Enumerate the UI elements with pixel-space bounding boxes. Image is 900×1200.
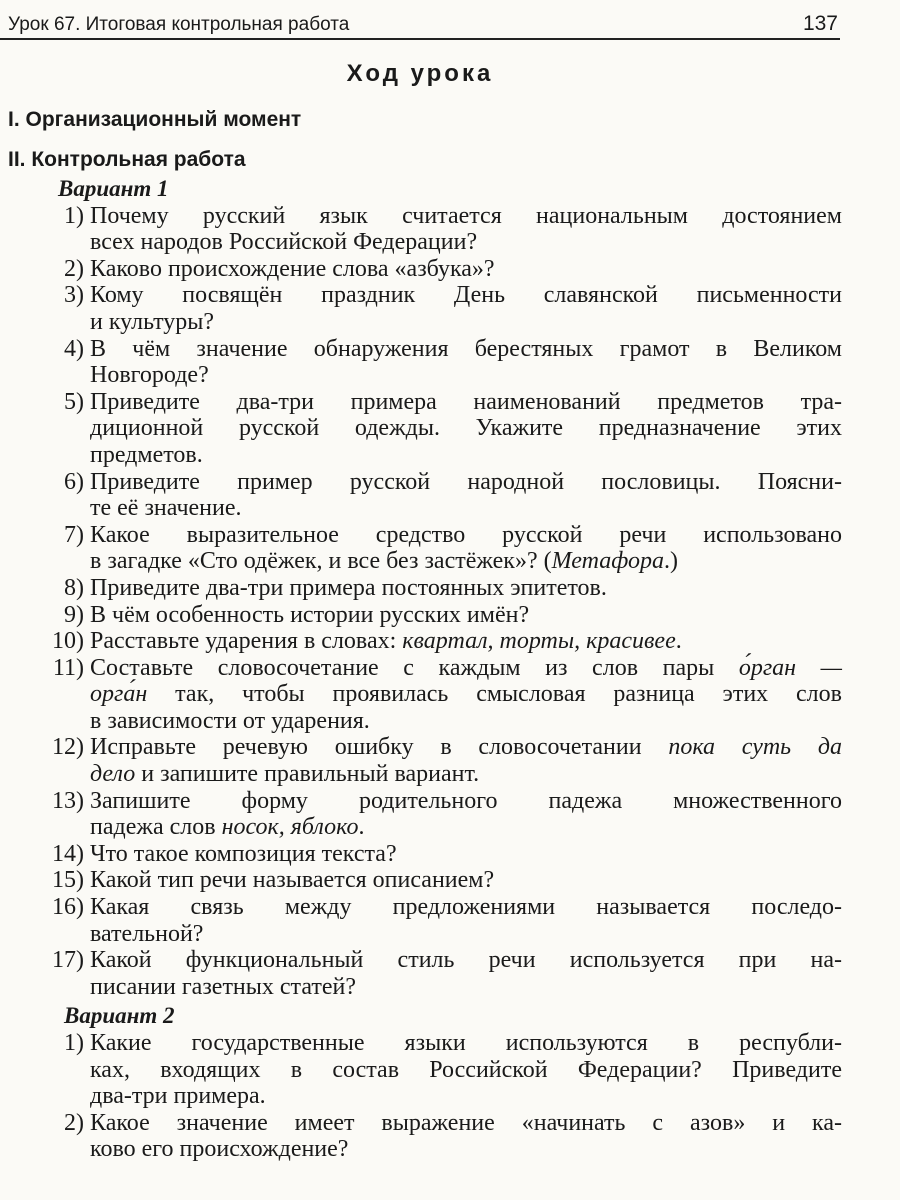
question-line — [90, 788, 842, 815]
question-text: Кому посвящён праздник День славянской письменности — [90, 282, 842, 309]
question-text: Какая связь между предложениями называется последо- — [90, 894, 842, 921]
question-text: два-три примера. — [90, 1083, 266, 1110]
question-number: 14) — [52, 840, 84, 867]
question-text: писании газетных статей? — [90, 973, 357, 1000]
question-line — [90, 894, 842, 921]
question-line — [90, 229, 842, 256]
question-text: и культуры? — [90, 308, 215, 335]
italic-text: орга́н — [90, 681, 148, 708]
question-text: всех народов Российской Федерации? — [90, 229, 478, 256]
question-text: . — [358, 814, 365, 841]
question-line — [90, 362, 842, 389]
question-text: В чём особенность истории русских имён? — [90, 601, 530, 628]
question-line — [90, 203, 842, 230]
question-line — [90, 309, 842, 336]
question-line — [90, 1110, 842, 1137]
question-text: Какое выразительное средство русской речи использовано — [90, 521, 842, 548]
question-line — [90, 602, 842, 629]
question-number: 1) — [64, 202, 84, 229]
question-number: 6) — [64, 468, 84, 495]
question-text: те её значение. — [90, 495, 242, 522]
question-line — [90, 1030, 842, 1057]
question-line — [90, 708, 842, 735]
question-item — [0, 947, 900, 1000]
running-header — [0, 10, 840, 40]
question-item — [0, 841, 900, 868]
variant-heading: Вариант 1 — [58, 176, 169, 201]
italic-text: дело — [90, 761, 136, 788]
question-line — [90, 415, 842, 442]
question-number: 8) — [64, 574, 84, 601]
question-line — [90, 1083, 842, 1110]
page-title: Ход урока — [346, 60, 494, 87]
question-line — [90, 256, 842, 283]
italic-text: Метафора — [551, 548, 664, 575]
question-item — [0, 1030, 900, 1110]
question-text: Новгороде? — [90, 362, 209, 389]
question-text: предметов. — [90, 441, 203, 468]
question-line — [90, 655, 842, 682]
italic-text: носок, яблоко — [221, 814, 359, 841]
question-line — [90, 522, 842, 549]
question-text: и запишите правильный вариант. — [135, 761, 480, 788]
question-line — [90, 575, 842, 602]
question-text: вательной? — [90, 920, 204, 947]
question-number: 7) — [64, 521, 84, 548]
question-line — [90, 761, 842, 788]
question-text: Расставьте ударения в словах: — [90, 628, 403, 655]
question-number: 5) — [64, 388, 84, 415]
question-item — [0, 522, 900, 575]
question-number: 15) — [52, 867, 84, 894]
question-list — [0, 176, 900, 1163]
italic-text: квартал, торты, красивее — [402, 628, 676, 655]
question-text: ково его происхождение? — [90, 1136, 349, 1163]
question-line — [90, 974, 842, 1001]
question-line — [90, 336, 842, 363]
page-number: 137 — [802, 12, 838, 35]
question-text: .) — [663, 548, 678, 575]
question-text: Какой функциональный стиль речи используется при на- — [90, 947, 842, 974]
question-number: 13) — [52, 787, 84, 814]
question-item — [0, 788, 900, 841]
question-text: Приведите два-три примера постоянных эпитетов. — [90, 574, 607, 601]
question-number: 4) — [64, 335, 84, 362]
question-line — [90, 628, 842, 655]
question-line — [90, 681, 842, 708]
question-text: Почему русский язык считается национальным достоянием — [90, 202, 842, 229]
question-item — [0, 867, 900, 894]
question-number: 3) — [64, 282, 84, 309]
running-title: Урок 67. Итоговая контрольная работа — [8, 14, 350, 35]
variant-heading: Вариант 2 — [64, 1003, 175, 1029]
question-text: Исправьте речевую ошибку в словосочетании — [90, 734, 669, 761]
question-item — [0, 602, 900, 629]
question-item — [0, 575, 900, 602]
question-number: 2) — [64, 255, 84, 282]
question-text: в зависимости от ударения. — [90, 707, 370, 734]
question-text: В чём значение обнаружения берестяных грамот в Великом — [90, 335, 842, 362]
question-number: 10) — [52, 628, 84, 655]
question-text: диционной русской одежды. Укажите предназначение этих — [90, 415, 842, 442]
question-item — [0, 336, 900, 389]
question-line — [90, 282, 842, 309]
question-line — [90, 814, 842, 841]
question-item — [0, 256, 900, 283]
question-text: Приведите два-три примера наименований предметов тра- — [90, 388, 842, 415]
question-line — [90, 947, 842, 974]
question-text: Составьте словосочетание с каждым из слов пары — [90, 654, 739, 681]
question-text: так, чтобы проявилась смысловая разница этих слов — [147, 681, 842, 708]
italic-text: пока суть да — [668, 734, 842, 761]
question-text: падежа слов — [90, 814, 222, 841]
question-text: Какое значение имеет выражение «начинать с азов» и ка- — [90, 1109, 842, 1136]
question-line — [90, 1136, 842, 1163]
question-number: 11) — [52, 654, 84, 681]
question-number: 2) — [64, 1109, 84, 1136]
question-text: Запишите форму родительного падежа множественного — [90, 787, 842, 814]
question-text: ках, входящих в состав Российской Федерации? Приведите — [90, 1056, 842, 1083]
question-line — [90, 1057, 842, 1084]
question-text: Какие государственные языки используются в республи- — [90, 1030, 842, 1056]
question-line — [90, 389, 842, 416]
question-line — [90, 469, 842, 496]
italic-text: о́рган — — [738, 654, 843, 681]
question-line — [90, 867, 842, 894]
question-item — [0, 282, 900, 335]
question-item — [0, 203, 900, 256]
question-item — [0, 1110, 900, 1163]
question-number: 16) — [52, 894, 84, 921]
question-text: Приведите пример русской народной пословицы. Поясни- — [90, 468, 842, 495]
section-heading-2: II. Контрольная работа — [8, 148, 246, 171]
question-number: 1) — [64, 1030, 84, 1056]
question-line — [90, 841, 842, 868]
question-item — [0, 894, 900, 947]
question-text: Что такое композиция текста? — [90, 840, 397, 867]
question-line — [90, 442, 842, 469]
question-number: 9) — [64, 601, 84, 628]
question-line — [90, 548, 842, 575]
question-text: Каково происхождение слова «азбука»? — [90, 255, 495, 282]
question-item — [0, 469, 900, 522]
question-item — [0, 628, 900, 655]
question-line — [90, 734, 842, 761]
question-text: Какой тип речи называется описанием? — [90, 867, 495, 894]
question-number: 17) — [52, 947, 84, 974]
question-item — [0, 655, 900, 735]
question-text: в загадке «Сто одёжек, и все без застёжек»? ( — [90, 548, 552, 575]
question-line — [90, 495, 842, 522]
question-item — [0, 389, 900, 469]
question-line — [90, 921, 842, 948]
question-text: . — [675, 628, 682, 655]
question-item — [0, 734, 900, 787]
question-number: 12) — [52, 734, 84, 761]
section-heading-1: I. Организационный момент — [8, 108, 302, 131]
